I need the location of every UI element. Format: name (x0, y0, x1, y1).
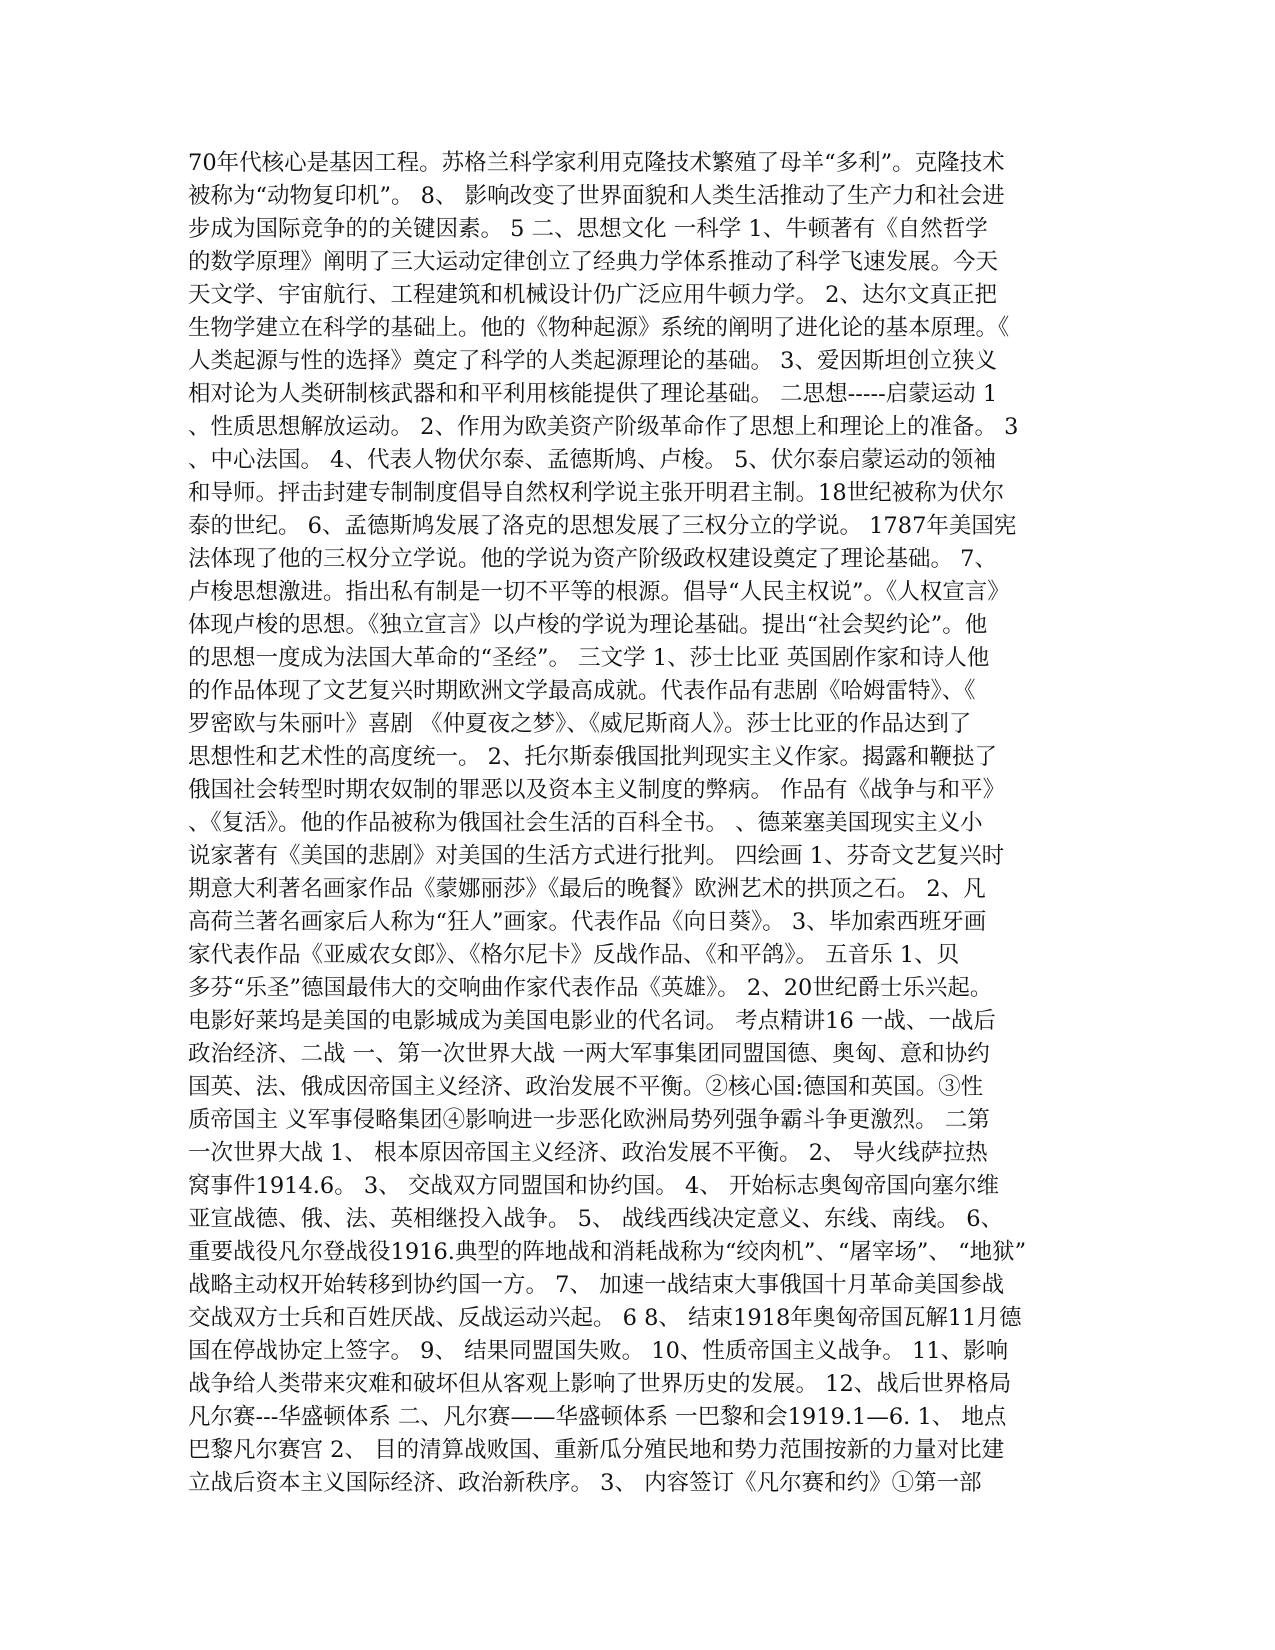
text-line: 的数学原理》阐明了三大运动定律创立了经典力学体系推动了科学飞速发展。今天 (188, 249, 999, 275)
text-line: 的作品体现了文艺复兴时期欧洲文学最高成就。代表作品有悲剧《哈姆雷特》、《 (188, 678, 976, 704)
text-line: 、中心法国。 4、代表人物伏尔泰、孟德斯鸠、卢梭。 5、伏尔泰启蒙运动的领袖 (188, 447, 996, 473)
text-line: 的思想一度成为法国大革命的“圣经”。 三文学 1、莎士比亚 英国剧作家和诗人他 (188, 645, 990, 671)
text-line: 卢梭思想激进。指出私有制是一切不平等的根源。倡导“人民主权说”。《人权宣言》 (188, 579, 1010, 605)
text-line: 体现卢梭的思想。《独立宣言》以卢梭的学说为理论基础。提出“社会契约论”。他 (188, 612, 988, 638)
body-text (188, 147, 1093, 1500)
text-line: 人类起源与性的选择》奠定了科学的人类起源理论的基础。 3、爱因斯坦创立狭义 (188, 348, 997, 374)
text-line: 政治经济、二战 一、第一次世界大战 一两大军事集团同盟国德、奥匈、意和协约 (188, 1041, 990, 1067)
text-line: 法体现了他的三权分立学说。他的学说为资产阶级政权建设奠定了理论基础。 7、 (188, 546, 997, 572)
text-line: 步成为国际竞争的的关键因素。 5 二、思想文化 一科学 1、牛顿著有《自然哲学 (188, 216, 988, 242)
text-line: 被称为“动物复印机”。 8、 影响改变了世界面貌和人类生活推动了生产力和社会进 (188, 183, 1005, 209)
text-line: 一次世界大战 1、 根本原因帝国主义经济、政治发展不平衡。 2、 导火线萨拉热 (188, 1140, 988, 1166)
text-line: 思想性和艺术性的高度统一。 2、托尔斯泰俄国批判现实主义作家。揭露和鞭挞了 (188, 744, 997, 770)
text-line: 、性质思想解放运动。 2、作用为欧美资产阶级革命作了思想上和理论上的准备。 3 (188, 414, 1019, 440)
text-line: 高荷兰著名画家后人称为“狂人”画家。代表作品《向日葵》。 3、毕加索西班牙画 (188, 909, 987, 935)
text-line: 70年代核心是基因工程。苏格兰科学家利用克隆技术繁殖了母羊“多利”。克隆技术 (188, 150, 1005, 176)
text-line: 相对论为人类研制核武器和和平利用核能提供了理论基础。 二思想-----启蒙运动 1 (188, 381, 998, 407)
text-line: 质帝国主 义军事侵略集团④影响进一步恶化欧洲局势列强争霸斗争更激烈。 二第 (188, 1107, 990, 1133)
text-line: 家代表作品《亚威农女郎》、《格尔尼卡》反战作品、《和平鸽》。 五音乐 1、贝 (188, 942, 960, 968)
text-line: 多芬“乐圣”德国最伟大的交响曲作家代表作品《英雄》。 2、20世纪爵士乐兴起。 (188, 975, 993, 1001)
text-line: 亚宣战德、俄、法、英相继投入战争。 5、 战线西线决定意义、东线、南线。 6、 (188, 1206, 1004, 1232)
text-line: 电影好莱坞是美国的电影城成为美国电影业的代名词。 考点精讲16 一战、一战后 (188, 1008, 996, 1034)
text-line: 立战后资本主义国际经济、政治新秩序。 3、 内容签订《凡尔赛和约》①第一部 (188, 1470, 982, 1496)
text-line: 俄国社会转型时期农奴制的罪恶以及资本主义制度的弊病。 作品有《战争与和平》 (188, 777, 1006, 803)
text-line: 凡尔赛---华盛顿体系 二、凡尔赛——华盛顿体系 一巴黎和会1919.1—6. 1、 地点 (188, 1404, 1007, 1430)
text-line: 、《复活》。他的作品被称为俄国社会生活的百科全书。 、德莱塞美国现实主义小 (188, 810, 983, 836)
text-line: 战略主动权开始转移到协约国一方。 7、 加速一战结束大事俄国十月革命美国参战 (188, 1272, 1005, 1298)
text-line: 窝事件1914.6。 3、 交战双方同盟国和协约国。 4、 开始标志奥匈帝国向塞尔维 (188, 1173, 999, 1199)
text-line: 巴黎凡尔赛宫 2、 目的清算战败国、重新瓜分殖民地和势力范围按新的力量对比建 (188, 1437, 1005, 1463)
text-line: 天文学、宇宙航行、工程建筑和机械设计仍广泛应用牛顿力学。 2、达尔文真正把 (188, 282, 997, 308)
text-line: 国英、法、俄成因帝国主义经济、政治发展不平衡。②核心国:德国和英国。③性 (188, 1074, 984, 1100)
text-line: 国在停战协定上签字。 9、 结果同盟国失败。 10、性质帝国主义战争。 11、影响 (188, 1338, 1009, 1364)
text-line: 期意大利著名画家作品《蒙娜丽莎》《最后的晚餐》欧洲艺术的拱顶之石。 2、凡 (188, 876, 986, 902)
text-line: 生物学建立在科学的基础上。他的《物种起源》系统的阐明了进化论的基本原理。《 (188, 315, 1010, 341)
text-line: 交战双方士兵和百姓厌战、反战运动兴起。 6 8、 结束1918年奥匈帝国瓦解11月德 (188, 1305, 1022, 1331)
text-line: 泰的世纪。 6、孟德斯鸠发展了洛克的思想发展了三权分立的学说。 1787年美国宪 (188, 513, 1017, 539)
text-line: 战争给人类带来灾难和破坏但从客观上影响了世界历史的发展。 12、战后世界格局 (188, 1371, 1012, 1397)
text-line: 说家著有《美国的悲剧》对美国的生活方式进行批判。 四绘画 1、芬奇文艺复兴时 (188, 843, 1005, 869)
text-line: 罗密欧与朱丽叶》喜剧 《仲夏夜之梦》、《威尼斯商人》。莎士比亚的作品达到了 (188, 711, 972, 737)
text-line: 重要战役凡尔登战役1916.典型的阵地战和消耗战称为“绞肉机”、“屠宰场”、 “地狱” (188, 1239, 1027, 1265)
text-line: 和导师。抨击封建专制制度倡导自然权利学说主张开明君主制。18世纪被称为伏尔 (188, 480, 1005, 506)
